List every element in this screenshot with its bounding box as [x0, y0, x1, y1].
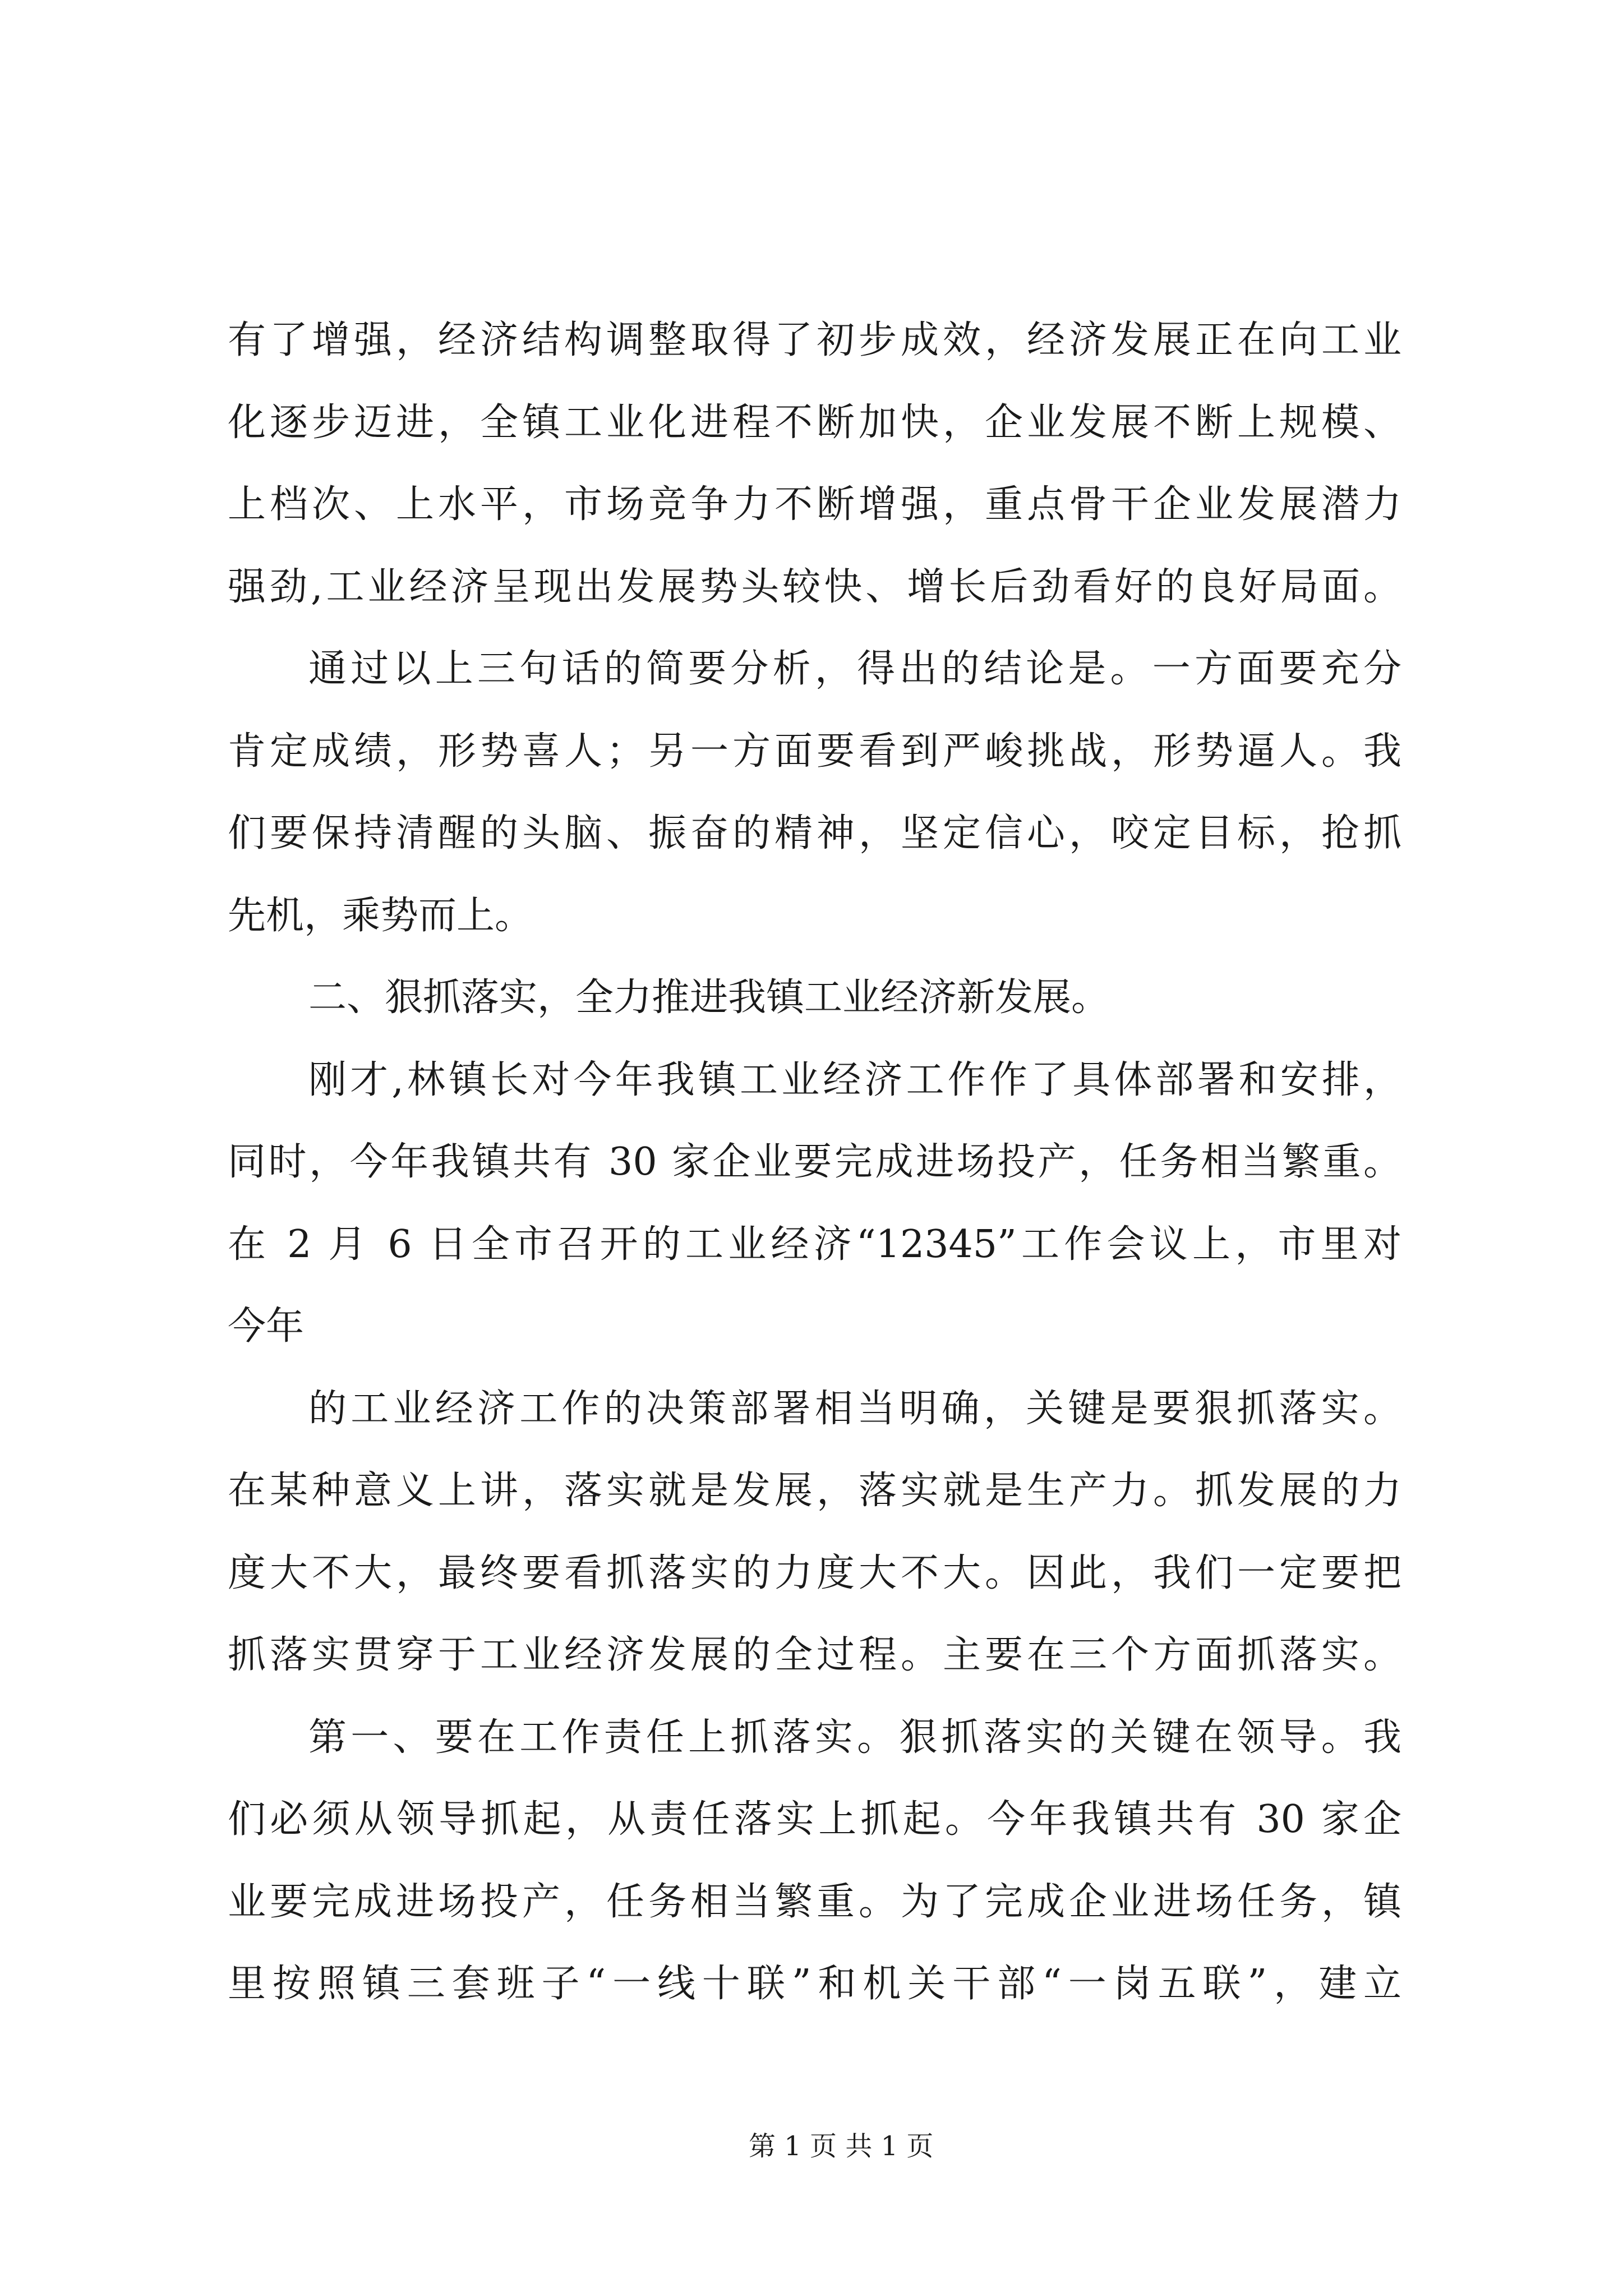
text-line: 强劲,工业经济呈现出发展势头较快、增长后劲看好的良好局面。: [228, 564, 1401, 609]
paragraph: [228, 300, 1401, 628]
text-line: 抓落实贯穿于工业经济发展的全过程。主要在三个方面抓落实。: [228, 1633, 1401, 1677]
text-line: 第一、要在工作责任上抓落实。狠抓落实的关键在领导。我: [308, 1715, 1401, 1760]
section-heading: [228, 957, 1401, 1039]
paragraph: [228, 1039, 1401, 1368]
page-number-footer: 第 1 页 共 1 页: [749, 2131, 934, 2162]
text-line: 里按照镇三套班子“一线十联”和机关干部“一岗五联”，建立: [228, 1962, 1401, 2006]
text-line: 刚才,林镇长对今年我镇工业经济工作作了具体部署和安排，: [308, 1057, 1401, 1102]
body-text: [228, 300, 1401, 2026]
text-line: 在某种意义上讲，落实就是发展，落实就是生产力。抓发展的力: [228, 1469, 1401, 1513]
text-line: 上档次、上水平，市场竞争力不断增强，重点骨干企业发展潜力: [228, 482, 1401, 527]
text-line: 通过以上三句话的简要分析，得出的结论是。一方面要充分: [308, 647, 1401, 691]
text-line: 们必须从领导抓起，从责任落实上抓起。今年我镇共有 30 家企: [228, 1797, 1401, 1842]
text-line: 的工业经济工作的决策部署相当明确，关键是要狠抓落实。: [308, 1386, 1401, 1431]
text-line: 先机，乘势而上。: [228, 893, 533, 938]
text-line: 化逐步迈进，全镇工业化进程不断加快，企业发展不断上规模、: [228, 400, 1401, 445]
paragraph: [228, 1697, 1401, 2026]
text-line: 同时，今年我镇共有 30 家企业要完成进场投产，任务相当繁重。: [228, 1140, 1401, 1184]
text-line: 们要保持清醒的头脑、振奋的精神，坚定信心，咬定目标，抢抓: [228, 811, 1401, 855]
text-line: 今年: [228, 1304, 305, 1349]
paragraph: [228, 628, 1401, 957]
text-line: 肯定成绩，形势喜人；另一方面要看到严峻挑战，形势逼人。我: [228, 729, 1401, 774]
text-line: 业要完成进场投产，任务相当繁重。为了完成企业进场任务，镇: [228, 1879, 1401, 1924]
paragraph: [228, 1368, 1401, 1697]
text-line: 在 2 月 6 日全市召开的工业经济“12345”工作会议上，市里对: [228, 1222, 1401, 1267]
text-line: 有了增强，经济结构调整取得了初步成效，经济发展正在向工业: [228, 318, 1401, 362]
text-line: 二、狠抓落实，全力推进我镇工业经济新发展。: [308, 976, 1110, 1020]
text-line: 度大不大，最终要看抓落实的力度大不大。因此，我们一定要把: [228, 1550, 1401, 1595]
